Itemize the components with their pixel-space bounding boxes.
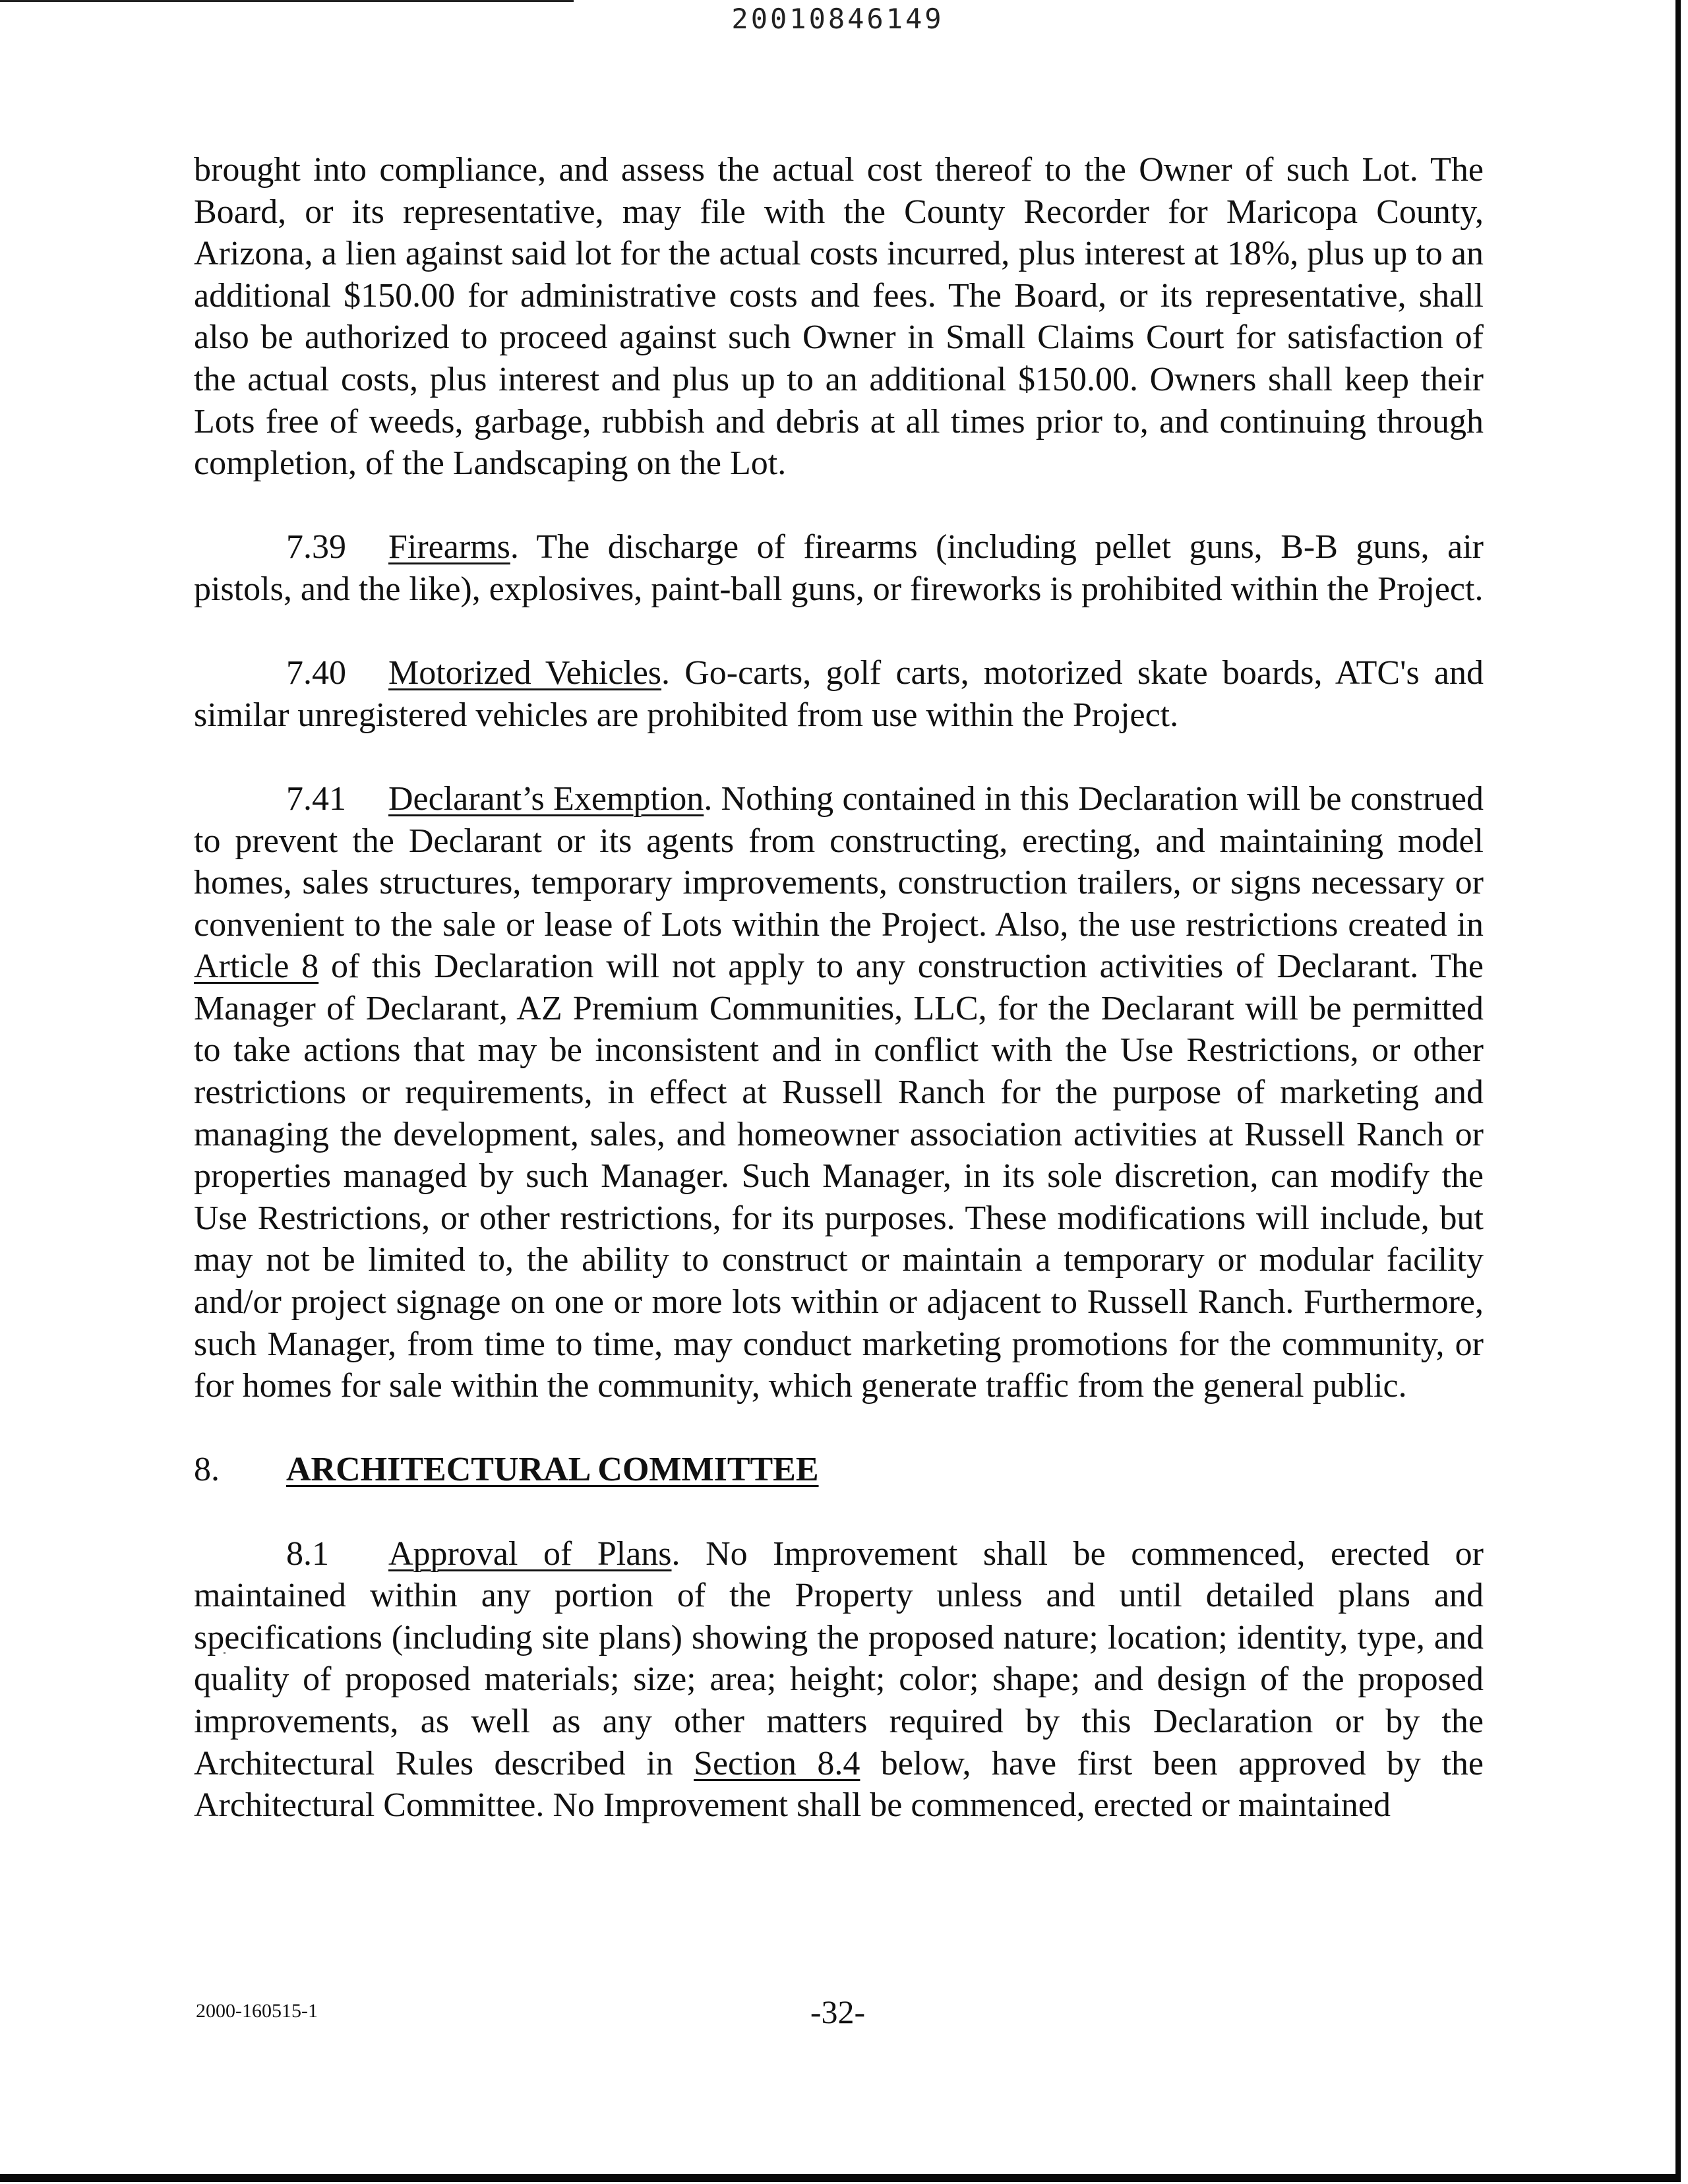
section-title: Approval of Plans [388, 1534, 672, 1573]
article-8-heading [194, 1449, 1484, 1491]
section-title: Declarant’s Exemption [388, 779, 704, 818]
section-7-39 [194, 526, 1484, 610]
scan-top-rule [0, 0, 574, 2]
section-number: 7.39 [286, 528, 346, 566]
section-8-4-reference: Section 8.4 [694, 1744, 860, 1782]
footer-document-code: 2000-160515-1 [196, 2000, 318, 2022]
scan-bottom-border [0, 2174, 1681, 2182]
document-id-stamp: 20010846149 [731, 3, 944, 35]
section-text-continued: below, have first been approved by the Architectural Committee. No Improvement shall be commenced, erected or maintained [194, 1744, 1484, 1825]
page-number: -32- [810, 1993, 866, 2030]
section-7-40 [194, 652, 1484, 736]
document-body [194, 149, 1484, 1827]
section-number: 8.1 [286, 1534, 329, 1573]
article-title: ARCHITECTURAL COMMITTEE [286, 1451, 819, 1489]
article-number: 8. [194, 1451, 220, 1489]
section-8-1 [194, 1533, 1484, 1827]
continuation-paragraph: brought into compliance, and assess the actual cost thereof to the Owner of such Lot. The Board, or its representative, may file with the County Recorder for Maricopa County, Arizona, a lien against said lot for the actual costs incurred, plus interest at 18%, plus up to an additional $150.00 for administrative costs and fees. The Board, or its representative, shall also be authorized to proceed against such Owner in Small Claims Court for satisfaction of the actual costs, plus interest and plus up to an additional $150.00. Owners shall keep their Lots free of weeds, garbage, rubbish and debris at all times prior to, and continuing through completion, of the Landscaping on the Lot. [194, 151, 1484, 483]
section-number: 7.41 [286, 779, 346, 818]
section-text: . Nothing contained in this Declaration will be construed to prevent the Declarant or its agents from constructing, erecting, and maintaining model homes, sales structures, temporary improvements, construction trailers, or signs necessary or convenient to the sale or lease of Lots within the Project. Also, the use restrictions created in [194, 779, 1484, 944]
section-text: . Go-carts, golf carts, motorized skate boards, ATC's and similar unregistered vehicles are prohibited from use within the Project. [194, 654, 1484, 734]
section-title: Motorized Vehicles [388, 654, 662, 692]
section-text: . The discharge of firearms (including pellet guns, B-B guns, air pistols, and the like), explosives, paint-ball guns, or fireworks is prohibited within the Project. [194, 528, 1484, 608]
section-title: Firearms [388, 528, 510, 566]
section-number: 7.40 [286, 654, 346, 692]
scan-right-border [1675, 0, 1681, 2176]
section-text-continued: of this Declaration will not apply to any construction activities of Declarant. The Manager of Declarant, AZ Premium Communities, LLC, for the Declarant will be permitted to take actions that may be inconsistent and in conflict with the Use Restrictions, or other restrictions or requirements, in effect at Russell Ranch for the purpose of marketing and managing the development, sales, and homeowner association activities at Russell Ranch or properties managed by such Manager. Such Manager, in its sole discretion, can modify the Use Restrictions, or other restrictions, for its purposes. These modifications will include, but may not be limited to, the ability to construct or maintain a temporary or modular facility and/or project signage on one or more lots within or adjacent to Russell Ranch. Furthermore, such Manager, from time to time, may conduct marketing promotions for the community, or for homes for sale within the community, which generate traffic from the general public. [194, 948, 1484, 1405]
section-text: . No Improvement shall be commenced, erected or maintained within any portion of the Property unless and until detailed plans and specifications (including site plans) showing the proposed nature; location; identity, type, and quality of proposed materials; size; area; height; color; shape; and design of the proposed improvements, as well as any other matters required by this Declaration or by the Architectural Rules described in [194, 1534, 1484, 1782]
section-7-41 [194, 778, 1484, 1407]
article-8-reference: Article 8 [194, 948, 319, 986]
